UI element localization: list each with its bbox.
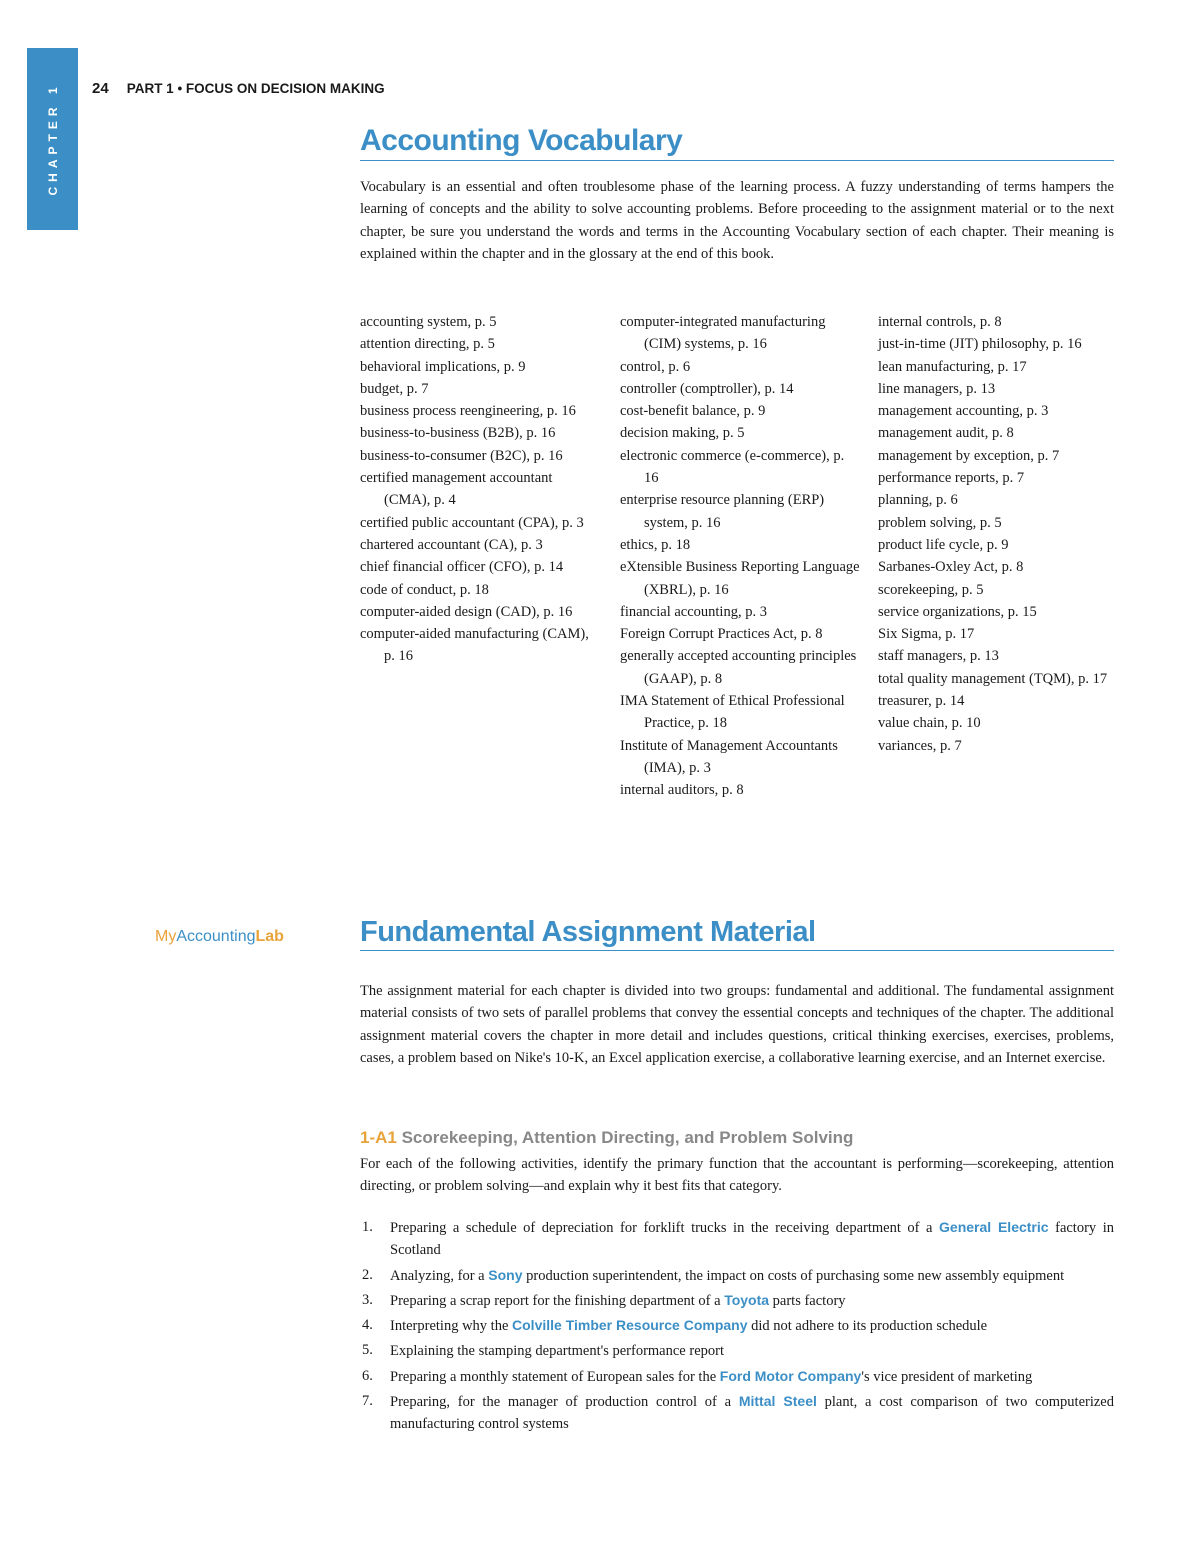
item-number: 7. bbox=[362, 1393, 373, 1410]
item-number: 4. bbox=[362, 1317, 373, 1334]
vocab-term: accounting system, p. 5 bbox=[360, 314, 497, 330]
item-text bbox=[390, 1339, 1114, 1362]
company-name: Ford Motor Company bbox=[719, 1367, 862, 1384]
vocab-term: generally accepted accounting principles (GAAP), p. 8 bbox=[620, 648, 857, 687]
vocab-term: behavioral implications, p. 9 bbox=[360, 358, 526, 375]
vocab-term: Foreign Corrupt Practices Act, p. 8 bbox=[620, 626, 823, 643]
company-name: General Electric bbox=[939, 1219, 1049, 1235]
vocab-term: chartered accountant (CA), p. 3 bbox=[360, 536, 543, 553]
vocab-term: IMA Statement of Ethical Professional Practice, p. 18 bbox=[620, 693, 845, 732]
item-number: 2. bbox=[362, 1266, 373, 1283]
item-text bbox=[390, 1289, 1114, 1312]
exercise-heading bbox=[360, 1128, 853, 1148]
fundamental-heading: Fundamental Assignment Material bbox=[360, 916, 1114, 951]
exercise-items bbox=[362, 1216, 1114, 1438]
item-number: 3. bbox=[362, 1291, 373, 1308]
vocab-term: staff managers, p. 13 bbox=[878, 648, 999, 665]
item-text-before: Analyzing, for a bbox=[390, 1267, 489, 1284]
item-number: 6. bbox=[362, 1367, 373, 1384]
company-name: Toyota bbox=[724, 1291, 770, 1308]
part-title: PART 1 • FOCUS ON DECISION MAKING bbox=[126, 81, 385, 96]
vocab-term: electronic commerce (e-commerce), p. 16 bbox=[620, 447, 845, 487]
list-item bbox=[362, 1289, 1114, 1312]
vocab-term: financial accounting, p. 3 bbox=[620, 603, 767, 620]
page-number: 24 bbox=[92, 80, 109, 97]
vocab-term: budget, p. 7 bbox=[360, 380, 429, 397]
vocab-column-2 bbox=[620, 311, 860, 802]
chapter-tab-label: CHAPTER 1 bbox=[45, 82, 60, 196]
list-item bbox=[362, 1390, 1114, 1436]
item-text-before: Preparing a scrap report for the finishing department of a bbox=[390, 1292, 725, 1309]
vocab-term: ethics, p. 18 bbox=[620, 536, 691, 553]
item-text-before: Preparing a schedule of depreciation for forklift trucks in the receiving department of a bbox=[390, 1220, 940, 1236]
vocab-term: computer-aided manufacturing (CAM), p. 16 bbox=[360, 626, 589, 665]
vocab-term: total quality management (TQM), p. 17 bbox=[878, 670, 1108, 687]
list-item bbox=[362, 1365, 1114, 1388]
vocab-term: just-in-time (JIT) philosophy, p. 16 bbox=[878, 336, 1082, 353]
vocab-term: line managers, p. 13 bbox=[878, 380, 996, 397]
item-number: 1. bbox=[362, 1219, 373, 1235]
vocab-term: planning, p. 6 bbox=[878, 492, 958, 509]
item-number: 5. bbox=[362, 1342, 373, 1359]
vocab-term: eXtensible Business Reporting Language (XBRL), p. 16 bbox=[620, 559, 860, 598]
logo-part-accounting: Accounting bbox=[176, 928, 256, 945]
vocab-term: enterprise resource planning (ERP) system, p. 16 bbox=[620, 492, 825, 531]
item-text-before: Preparing a monthly statement of European sales for the bbox=[390, 1368, 720, 1385]
vocab-term: problem solving, p. 5 bbox=[878, 514, 1002, 531]
item-text bbox=[390, 1365, 1114, 1388]
logo-part-my: My bbox=[155, 928, 177, 945]
item-text bbox=[390, 1216, 1114, 1262]
fundamental-intro: The assignment material for each chapter is divided into two groups: fundamental and additional. The fundamental assignment material consists of two sets of parallel problems that convey the essential concepts and techniques of the chapter. The additional assignment material covers the chapter in more detail and includes questions, critical thinking exercises, exercises, problems, cases, a problem based on Nike's 10-K, an Excel application exercise, a collaborative learning exercise, and an Internet exercise. bbox=[360, 983, 1114, 1066]
item-text-after: parts factory bbox=[769, 1292, 846, 1309]
vocab-term: treasurer, p. 14 bbox=[878, 693, 965, 710]
vocab-term: internal controls, p. 8 bbox=[878, 314, 1002, 330]
vocab-term: product life cycle, p. 9 bbox=[878, 536, 1009, 553]
item-text-after: factory in Scotland bbox=[390, 1220, 1114, 1259]
vocab-term: value chain, p. 10 bbox=[878, 715, 981, 732]
vocab-term: chief financial officer (CFO), p. 14 bbox=[360, 559, 564, 576]
list-item bbox=[362, 1314, 1114, 1337]
vocab-term: code of conduct, p. 18 bbox=[360, 581, 489, 598]
company-name: Colville Timber Resource Company bbox=[512, 1317, 748, 1334]
vocab-term: variances, p. 7 bbox=[878, 737, 962, 754]
company-name: Mittal Steel bbox=[738, 1393, 817, 1410]
vocab-term: cost-benefit balance, p. 9 bbox=[620, 403, 766, 420]
item-text bbox=[390, 1264, 1114, 1287]
vocab-term: scorekeeping, p. 5 bbox=[878, 581, 984, 598]
vocabulary-intro: Vocabulary is an essential and often troublesome phase of the learning process. A fuzzy understanding of terms hampers the learning of concepts and the ability to solve accounting problems. Before proceeding to the assignment material or to the next chapter, be sure you understand the words and terms in the Accounting Vocabulary section of each chapter. Their meaning is explained within the chapter and in the glossary at the end of this book. bbox=[360, 179, 1114, 262]
vocab-term: computer-integrated manufacturing (CIM) systems, p. 16 bbox=[620, 314, 826, 353]
vocab-column-1 bbox=[360, 311, 600, 668]
item-text-after: plant, a cost comparison of two computerized manufacturing control systems bbox=[390, 1394, 1114, 1433]
list-item bbox=[362, 1264, 1114, 1287]
item-text-before: Explaining the stamping department's performance report bbox=[390, 1343, 724, 1360]
item-text bbox=[390, 1314, 1114, 1337]
vocab-term: business process reengineering, p. 16 bbox=[360, 403, 576, 420]
vocab-term: certified public accountant (CPA), p. 3 bbox=[360, 514, 584, 531]
vocab-term: attention directing, p. 5 bbox=[360, 336, 495, 353]
vocab-term: controller (comptroller), p. 14 bbox=[620, 380, 794, 397]
list-item bbox=[362, 1339, 1114, 1362]
vocab-term: certified management accountant (CMA), p. 4 bbox=[360, 470, 553, 509]
vocab-column-3 bbox=[878, 311, 1114, 757]
exercise-title: Scorekeeping, Attention Directing, and Problem Solving bbox=[401, 1128, 854, 1147]
vocab-term: Sarbanes-Oxley Act, p. 8 bbox=[878, 559, 1024, 576]
chapter-tab bbox=[27, 48, 78, 230]
running-head bbox=[92, 80, 385, 97]
logo-part-lab: Lab bbox=[255, 928, 284, 945]
item-text-after: production superintendent, the impact on costs of purchasing some new assembly equipment bbox=[522, 1267, 1065, 1284]
vocab-term: Institute of Management Accountants (IMA), p. 3 bbox=[620, 737, 838, 776]
vocab-term: service organizations, p. 15 bbox=[878, 603, 1037, 620]
vocabulary-heading: Accounting Vocabulary bbox=[360, 124, 1114, 161]
vocab-term: business-to-business (B2B), p. 16 bbox=[360, 425, 556, 442]
item-text-before: Interpreting why the bbox=[390, 1318, 513, 1335]
vocab-term: Six Sigma, p. 17 bbox=[878, 626, 975, 643]
vocab-term: performance reports, p. 7 bbox=[878, 470, 1025, 487]
vocab-term: business-to-consumer (B2C), p. 16 bbox=[360, 447, 563, 464]
list-item bbox=[362, 1216, 1114, 1262]
myaccountinglab-logo bbox=[155, 928, 284, 946]
vocab-term: lean manufacturing, p. 17 bbox=[878, 358, 1027, 375]
vocab-term: management audit, p. 8 bbox=[878, 425, 1014, 442]
company-name: Sony bbox=[488, 1266, 523, 1283]
vocab-term: computer-aided design (CAD), p. 16 bbox=[360, 603, 573, 620]
exercise-instruction: For each of the following activities, identify the primary function that the accountant is performing—scorekeeping, attention directing, or problem solving—and explain why it best fits that category. bbox=[360, 1156, 1114, 1195]
item-text-after: 's vice president of marketing bbox=[861, 1368, 1033, 1385]
vocab-term: control, p. 6 bbox=[620, 358, 691, 375]
exercise-number: 1-A1 bbox=[360, 1128, 397, 1147]
item-text-after: did not adhere to its production schedule bbox=[747, 1318, 988, 1335]
vocab-term: management accounting, p. 3 bbox=[878, 403, 1049, 420]
vocab-term: management by exception, p. 7 bbox=[878, 447, 1060, 464]
item-text-before: Preparing, for the manager of production control of a bbox=[390, 1394, 739, 1411]
vocab-term: internal auditors, p. 8 bbox=[620, 782, 744, 799]
item-text bbox=[390, 1390, 1114, 1436]
vocab-term: decision making, p. 5 bbox=[620, 425, 745, 442]
